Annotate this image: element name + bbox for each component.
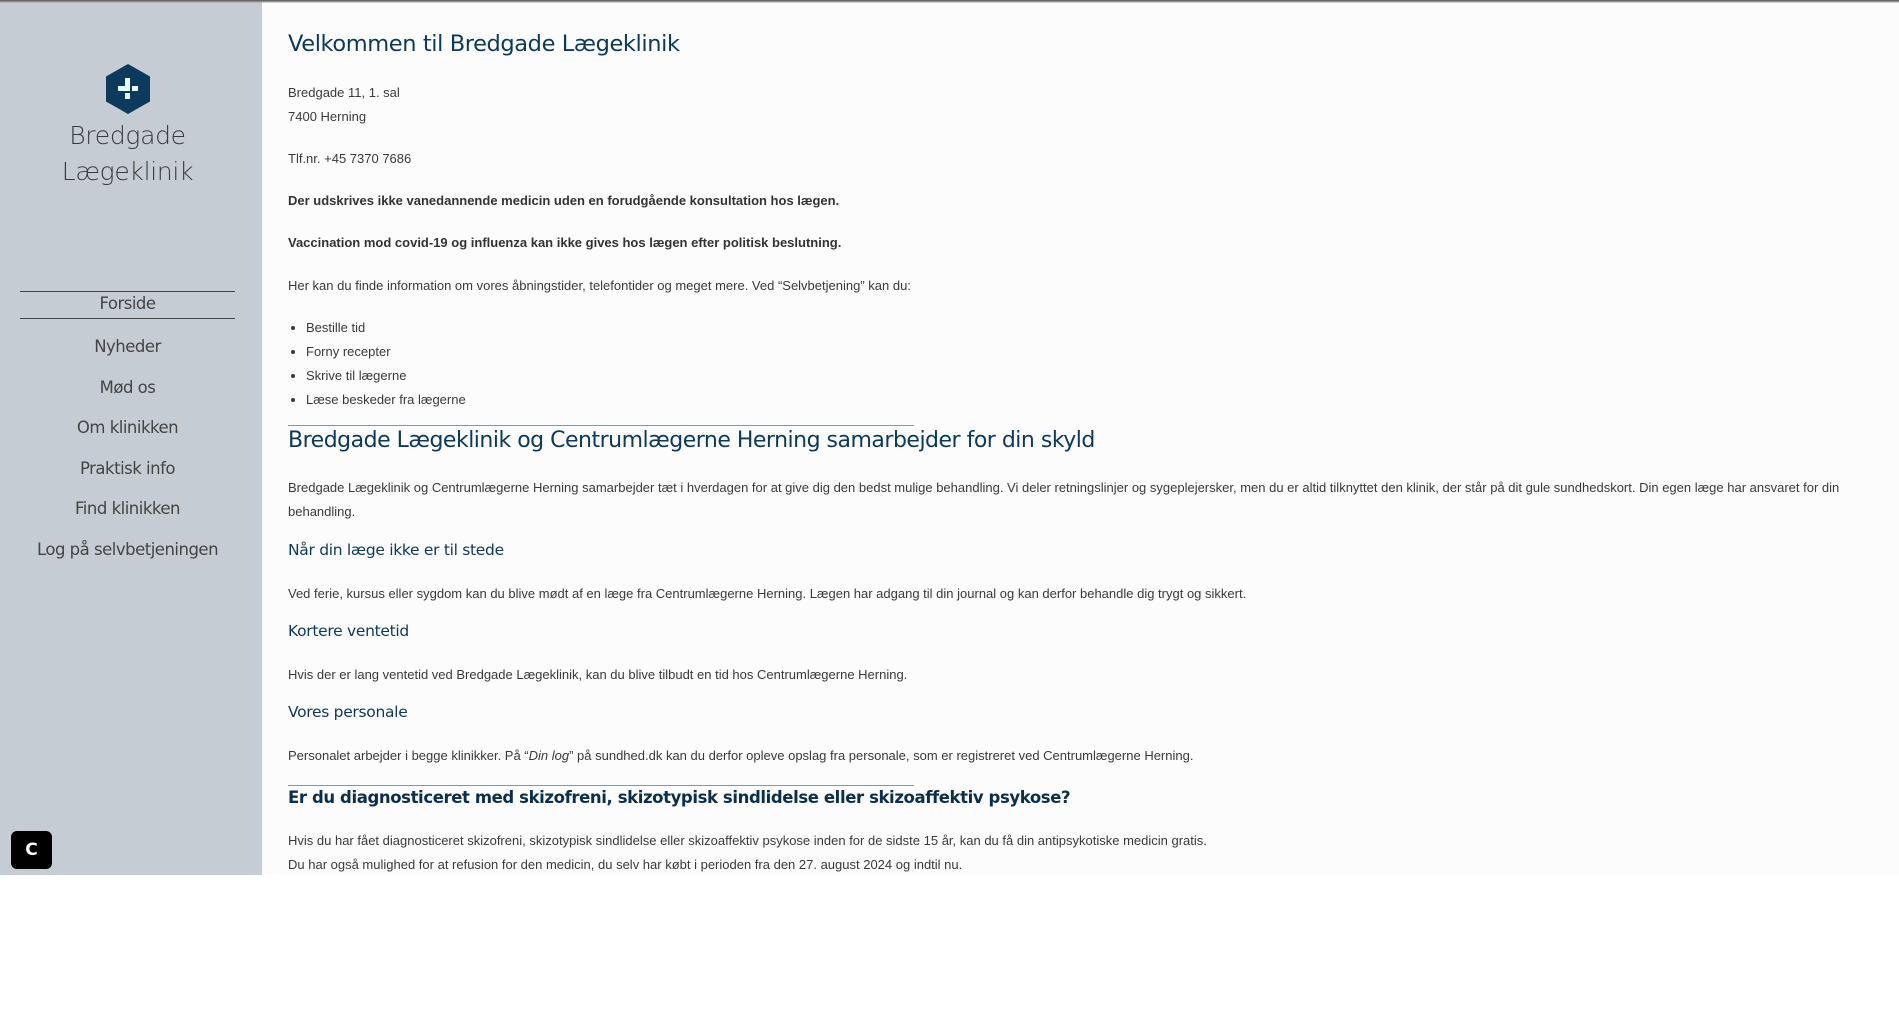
top-shadow [0,0,1899,3]
staff-text-pre: Personalet arbejder i begge klinikker. På “ [288,748,529,763]
notice-medicine: Der udskrives ikke vanedannende medicin uden en forudgående konsultation hos lægen. [288,193,840,208]
address-line1: Bredgade 11, 1. sal [288,85,400,100]
nav-item-praktisk-info[interactable]: Praktisk info [79,458,175,478]
section-divider [288,425,914,426]
logo-line2: Lægeklinik [61,157,194,186]
nav-item-find-klinikken[interactable]: Find klinikken [75,499,180,518]
subsection-heading-staff: Vores personale [288,703,408,721]
nav-item-mod-os[interactable]: Mød os [99,377,156,397]
sidebar [0,0,262,875]
list-item: • Forny recepter [306,340,466,364]
notice-vaccination: Vaccination mod covid-19 og influenza kan ikke gives hos lægen efter politisk beslutning. [288,235,842,250]
subsection-heading-absence: Når din læge ikke er til stede [288,541,504,559]
section1-body: Bredgade Lægeklinik og Centrumlægerne Herning samarbejder tæt i hverdagen for at give dig den bedst mulige behandling. Vi deler retningslinjer og sygeplejersker, men du er altid tilknyttet den klinik, der står på dit gule sundhedskort. Din egen læge har ansvaret for din behandling. [288,480,1840,519]
subsection-body-absence: Ved ferie, kursus eller sygdom kan du blive mødt af en læge fra Centrumlægerne Herning. Lægen har adgang til din journal og kan derfor behandle dig trygt og sikkert. [288,586,1247,601]
hexagon-medical-cross-icon [106,64,150,114]
nav-item-om-klinikken[interactable]: Om klinikken [76,418,179,437]
list-item: • Skrive til lægerne [306,364,466,388]
address-line2: 7400 Herning [288,109,367,124]
section2-line1: Hvis du har fået diagnosticeret skizofreni, skizotypisk sindlidelse eller skizoaffektiv psykose inden for de sidste 15 år, kan du få din antipsykotiske medicin gratis. [288,833,1207,848]
subsection-body-staff [288,744,1193,768]
main-nav [20,291,235,570]
staff-text-post: ” på sundhed.dk kan du derfor opleve opslag fra personale, som er registreret ved Centrumlægerne Herning. [569,748,1194,763]
logo[interactable] [0,64,255,190]
section1-heading: Bredgade Lægeklinik og Centrumlægerne Herning samarbejder for din skyld [288,428,1095,453]
logo-line1: Bredgade [69,121,186,150]
din-log-emphasis: Din log [528,748,570,763]
list-item: • Bestille tid [306,316,466,340]
subsection-body-waittime: Hvis der er lang ventetid ved Bredgade Lægeklinik, kan du blive tilbudt en tid hos Centrumlægerne Herning. [288,667,908,682]
nav-item-forside[interactable]: Forside [20,291,235,319]
selfservice-list [288,316,466,412]
phone-number: Tlf.nr. +45 7370 7686 [288,151,412,166]
subsection-heading-waittime: Kortere ventetid [288,622,409,640]
nav-item-log-pa-selvbetjeningen[interactable]: Log på selvbetjeningen [36,539,219,559]
section2-heading: Er du diagnosticeret med skizofreni, skizotypisk sindlidelse eller skizoaffektiv psykose? [288,788,1071,807]
section2-line2: Du har også mulighed for at refusion for den medicin, du selv har købt i perioden fra den 27. august 2024 og indtil nu. [288,857,963,872]
section-divider [288,785,914,786]
nav-item-nyheder[interactable]: Nyheder [94,337,161,356]
list-item: • Læse beskeder fra lægerne [306,388,466,412]
page-title: Velkommen til Bredgade Lægeklinik [288,31,680,57]
cookie-settings-button[interactable]: C [11,831,52,869]
intro-text: Her kan du finde information om vores åbningstider, telefontider og meget mere. Ved “Selvbetjening” kan du: [288,278,911,293]
logo-text [0,118,255,190]
